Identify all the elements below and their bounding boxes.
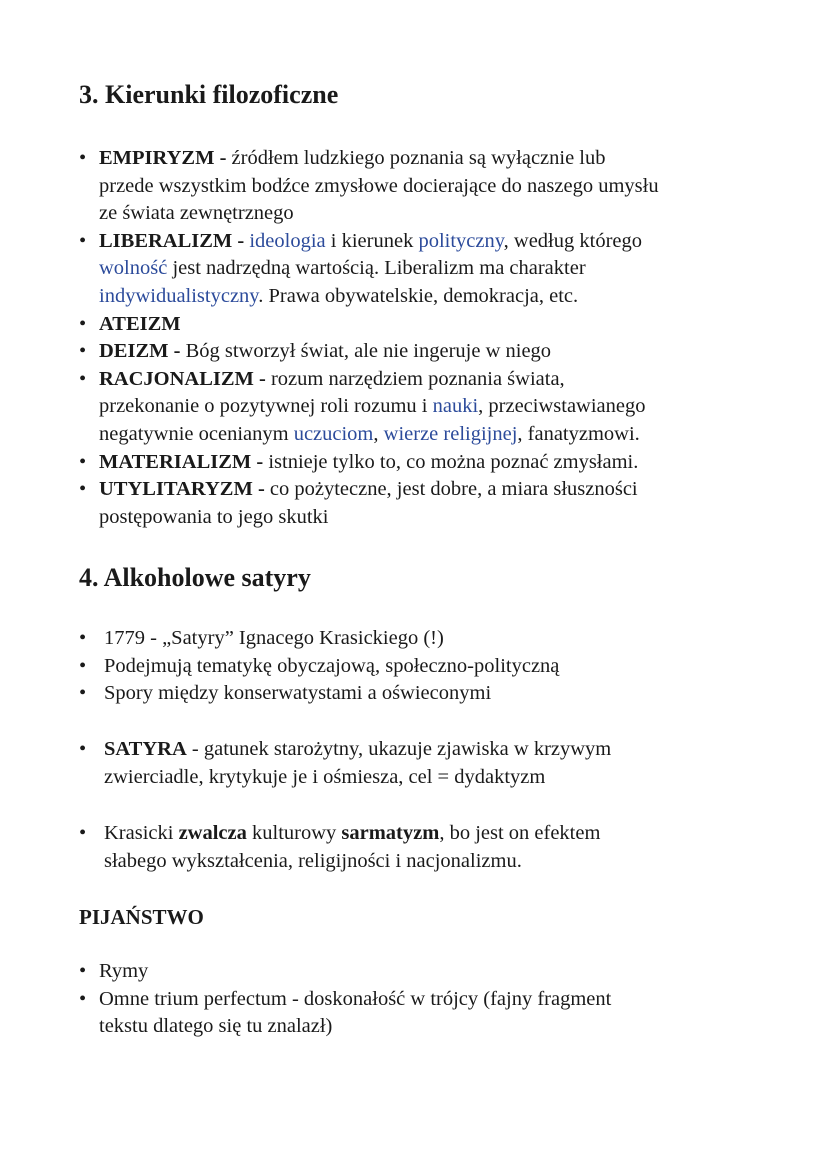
term-ateizm: ATEIZM bbox=[99, 312, 181, 335]
krasicki-list bbox=[79, 820, 779, 875]
list-item-empiryzm: • EMPIRYZM - źródłem ludzkiego poznania są wyłącznie lub przede wszystkim bodźce zmysłowe docierające do naszego umysłu ze świata zewnętrznego bbox=[79, 147, 659, 225]
satire-list bbox=[79, 625, 779, 708]
link-polityczny[interactable]: polityczny bbox=[418, 229, 504, 252]
bullet: • bbox=[79, 627, 87, 649]
term-deizm: DEIZM bbox=[99, 340, 169, 363]
satyra-list bbox=[79, 736, 779, 791]
term-utylitaryzm: UTYLITARYZM bbox=[99, 478, 253, 501]
bullet: • bbox=[79, 960, 87, 982]
term-satyra: SATYRA bbox=[104, 738, 187, 760]
list-item-utylitaryzm: • UTYLITARYZM - co pożyteczne, jest dobre, a miara słuszności postępowania to jego skutki bbox=[79, 478, 638, 528]
bullet: • bbox=[79, 450, 87, 473]
list-item: • Spory między konserwatystami a oświeconymi bbox=[79, 680, 779, 708]
bullet: • bbox=[79, 822, 87, 844]
link-indywidualistyczny[interactable]: indywidualistyczny bbox=[99, 284, 259, 307]
term-liberalizm: LIBERALIZM bbox=[99, 229, 233, 252]
section-4-title: 4. Alkoholowe satyry bbox=[79, 563, 311, 592]
bullet: • bbox=[79, 229, 87, 252]
list-item-racjonalizm: • RACJONALIZM - rozum narzędziem poznania świata, przekonanie o pozytywnej roli rozumu i nauki, przeciwstawianego negatywnie ocenianym uczuciom, wierze religijnej, fanatyzmowi. bbox=[79, 367, 646, 445]
bullet: • bbox=[79, 312, 87, 335]
list-item: • Podejmują tematykę obyczajową, społeczno-polityczną bbox=[79, 653, 779, 681]
link-uczuciom[interactable]: uczuciom bbox=[293, 422, 374, 445]
list-item-ateizm bbox=[79, 311, 779, 339]
list-item-liberalizm: • LIBERALIZM - ideologia i kierunek polityczny, według którego wolność jest nadrzędną wartością. Liberalizm ma charakter indywidualistyczny. Prawa obywatelskie, demokracja, etc. bbox=[79, 229, 643, 307]
link-wierze-religijnej[interactable]: wierze religijnej bbox=[383, 422, 518, 445]
term-racjonalizm: RACJONALIZM bbox=[99, 367, 254, 390]
bullet: • bbox=[79, 367, 87, 390]
list-item-rymy: • Rymy bbox=[79, 958, 779, 986]
list-item: • 1779 - „Satyry” Ignacego Krasickiego (!) bbox=[79, 625, 779, 653]
bullet: • bbox=[79, 987, 87, 1010]
pijanstwo-title: PIJAŃSTWO bbox=[79, 905, 204, 929]
list-item-deizm: • DEIZM - Bóg stworzył świat, ale nie ingeruje w niego bbox=[79, 338, 779, 366]
list-item-omne-trium: • Omne trium perfectum - doskonałość w trójcy (fajny fragment tekstu dlatego się tu znalazł) bbox=[79, 987, 612, 1038]
pijanstwo-list bbox=[79, 958, 779, 1041]
link-wolnosc[interactable]: wolność bbox=[99, 257, 168, 280]
bullet: • bbox=[79, 738, 87, 760]
bullet: • bbox=[79, 654, 87, 677]
bullet: • bbox=[79, 682, 87, 705]
bullet: • bbox=[79, 340, 87, 363]
term-empiryzm: EMPIRYZM bbox=[99, 147, 215, 169]
link-nauki[interactable]: nauki bbox=[432, 395, 479, 418]
philosophy-list bbox=[79, 145, 779, 531]
term-materializm: MATERIALIZM bbox=[99, 450, 252, 473]
section-3-title: 3. Kierunki filozoficzne bbox=[79, 80, 339, 109]
list-item-krasicki: • Krasicki zwalcza kulturowy sarmatyzm, bo jest on efektem słabego wykształcenia, religijności i nacjonalizmu. bbox=[79, 822, 601, 872]
bullet: • bbox=[79, 478, 87, 501]
list-item-satyra: • SATYRA - gatunek starożytny, ukazuje zjawiska w krzywym zwierciadle, krytykuje je i ośmiesza, cel = dydaktyzm bbox=[79, 738, 612, 788]
list-item-materializm: • MATERIALIZM - istnieje tylko to, co można poznać zmysłami. bbox=[79, 449, 779, 477]
link-ideologia[interactable]: ideologia bbox=[249, 229, 326, 252]
bullet: • bbox=[79, 147, 87, 169]
